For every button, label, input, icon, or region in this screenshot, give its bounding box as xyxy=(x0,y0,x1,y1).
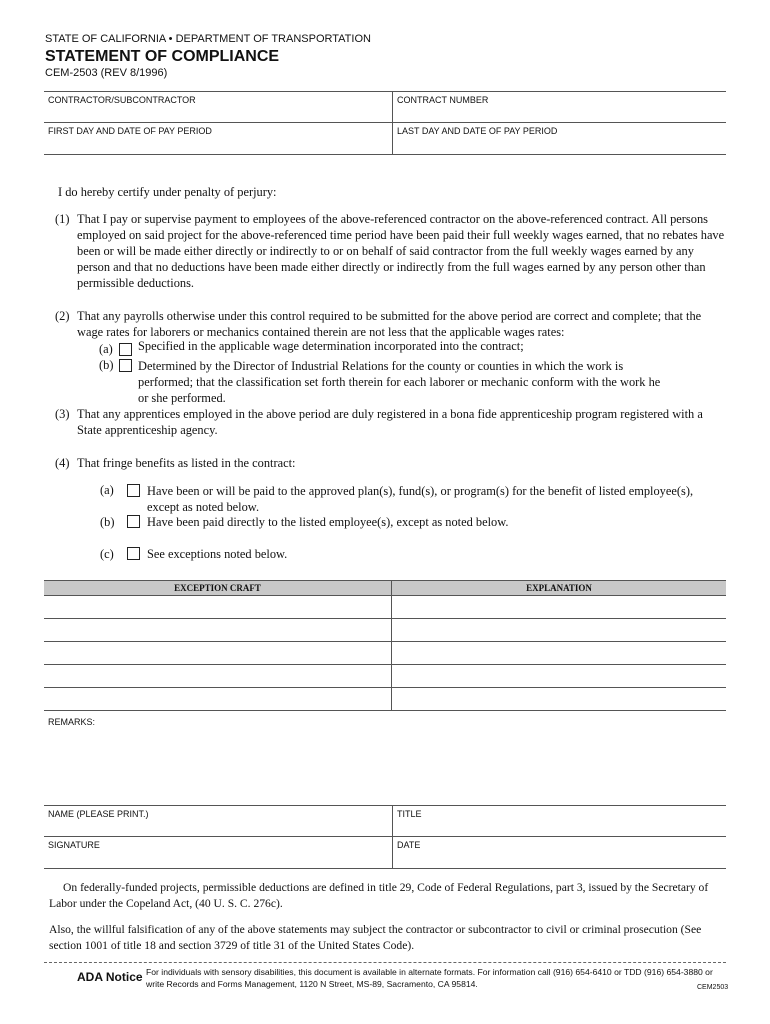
form-code: CEM2503 xyxy=(697,984,729,991)
falsification-note: Also, the willful falsification of any of the above statements may subject the contractor or subcontractor to civil or criminal prosecution (See section 1001 of title 18 and section 3729 of title 31 of the United States Code). xyxy=(49,923,702,952)
exception-row xyxy=(44,619,726,642)
contract-number-label: CONTRACT NUMBER xyxy=(397,95,489,105)
exception-row xyxy=(44,688,726,711)
page-title: STATEMENT OF COMPLIANCE xyxy=(45,48,280,65)
footer-divider xyxy=(44,962,726,963)
exception-craft-cell[interactable] xyxy=(44,688,392,711)
exception-craft-header: EXCEPTION CRAFT xyxy=(44,581,392,596)
remarks-area[interactable] xyxy=(44,728,726,804)
item4c-text: See exceptions noted below. xyxy=(147,547,288,561)
item4c-checkbox[interactable] xyxy=(127,546,140,564)
item2-number: (2) xyxy=(55,309,70,323)
explanation-cell[interactable] xyxy=(392,665,727,688)
remarks-label: REMARKS: xyxy=(48,717,96,727)
exception-craft-cell[interactable] xyxy=(44,596,392,619)
contractor-fields xyxy=(44,91,726,155)
last-day-label: LAST DAY AND DATE OF PAY PERIOD xyxy=(397,126,558,136)
certification-intro: I do hereby certify under penalty of perjury: xyxy=(58,185,277,199)
item2a-letter: (a) xyxy=(99,342,113,356)
explanation-cell[interactable] xyxy=(392,619,727,642)
item4-text: That fringe benefits as listed in the contract: xyxy=(77,456,296,470)
item2b-letter: (b) xyxy=(99,358,114,372)
item3-number: (3) xyxy=(55,407,70,421)
federal-note: On federally-funded projects, permissible deductions are defined in title 29, Code of Federal Regulations, part 3, issued by the Secretary of Labor under the Copeland Act, (40 U. S. C. 276c). xyxy=(49,881,709,910)
item2b-checkbox[interactable] xyxy=(119,358,132,376)
item1-text: That I pay or supervise payment to employees of the above-referenced contractor on the above-referenced contract. All persons employed on said project for the above-referenced time period have been paid their full weekly wages earned, that no rebates have been or will be made either directly or indirectly to or on behalf of said contractor from the full weekly wages earned by any person and that no deductions have been made either directly or indirectly from the full wages earned by any person other than permissible deductions. xyxy=(77,212,725,290)
item4a-letter: (a) xyxy=(100,483,114,497)
signature-field[interactable] xyxy=(44,837,393,869)
explanation-header: EXPLANATION xyxy=(392,581,727,596)
exception-craft-cell[interactable] xyxy=(44,665,392,688)
name-label: NAME (PLEASE PRINT.) xyxy=(48,809,149,819)
explanation-cell[interactable] xyxy=(392,642,727,665)
date-field[interactable] xyxy=(393,837,727,869)
first-day-label: FIRST DAY AND DATE OF PAY PERIOD xyxy=(48,126,212,136)
item4b-checkbox[interactable] xyxy=(127,514,140,532)
item4a-text: Have been or will be paid to the approved plan(s), fund(s), or program(s) for the benefit of listed employee(s), except as noted below. xyxy=(147,484,694,514)
contractor-field[interactable] xyxy=(44,92,393,123)
signature-label: SIGNATURE xyxy=(48,840,100,850)
exception-row xyxy=(44,665,726,688)
item2-text: That any payrolls otherwise under this control required to be submitted for the above period are correct and complete; that the wage rates for laborers or mechanics contained therein are not less that the applicable wages rates: xyxy=(77,309,702,339)
item4a-checkbox[interactable] xyxy=(127,483,140,501)
item4b-text: Have been paid directly to the listed employee(s), except as noted below. xyxy=(147,515,509,529)
item4-number: (4) xyxy=(55,456,70,470)
ada-notice-text: For individuals with sensory disabilities, this document is available in alternate formats. For information call (916) 654-6410 or TDD (916) 654-3880 or write Records and Forms Management, 1120 N Street, MS-89, Sacramento, CA 95814. xyxy=(146,967,713,989)
ada-notice-label: ADA Notice xyxy=(77,970,143,984)
exception-craft-cell[interactable] xyxy=(44,619,392,642)
item4c-letter: (c) xyxy=(100,547,114,561)
exceptions-table xyxy=(44,580,726,711)
title-label: TITLE xyxy=(397,809,422,819)
last-day-field[interactable] xyxy=(393,123,727,155)
first-day-field[interactable] xyxy=(44,123,393,155)
exception-craft-cell[interactable] xyxy=(44,642,392,665)
contract-number-field[interactable] xyxy=(393,92,727,123)
item2a-text: Specified in the applicable wage determination incorporated into the contract; xyxy=(138,339,524,353)
item3-text: That any apprentices employed in the above period are duly registered in a bona fide apprenticeship program registered with a State apprenticeship agency. xyxy=(77,407,703,437)
title-field[interactable] xyxy=(393,806,727,837)
explanation-cell[interactable] xyxy=(392,596,727,619)
form-number: CEM-2503 (REV 8/1996) xyxy=(45,67,168,79)
signature-fields xyxy=(44,805,726,869)
item2b-text: Determined by the Director of Industrial Relations for the county or counties in which the work is performed; that the classification set forth therein for each laborer or mechanic conform with the work he or she performed. xyxy=(138,359,661,405)
exception-row xyxy=(44,642,726,665)
item1-number: (1) xyxy=(55,212,70,226)
explanation-cell[interactable] xyxy=(392,688,727,711)
exception-row xyxy=(44,596,726,619)
contractor-label: CONTRACTOR/SUBCONTRACTOR xyxy=(48,95,196,105)
date-label: DATE xyxy=(397,840,421,850)
name-field[interactable] xyxy=(44,806,393,837)
item4b-letter: (b) xyxy=(100,515,115,529)
department-heading: STATE OF CALIFORNIA • DEPARTMENT OF TRANSPORTATION xyxy=(45,33,371,45)
